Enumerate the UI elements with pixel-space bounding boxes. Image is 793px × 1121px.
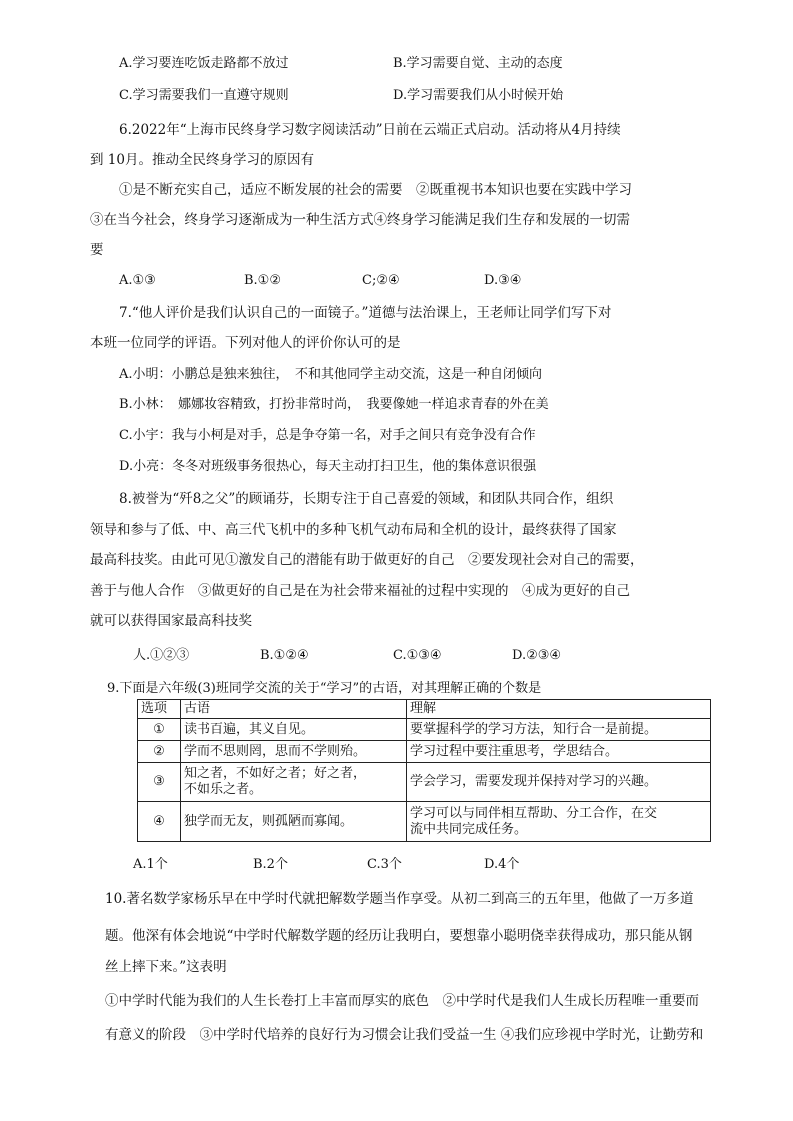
row-saying-line2: 不如乐之者。 <box>184 782 263 797</box>
q10-line2: 题。他深有体会地说“中学时代解数学题的经历让我明白，要想靠小聪明侥幸获得成功，那只能从钢 <box>105 928 693 944</box>
q8-option-a: 人.①②③ <box>133 648 190 663</box>
q5-option-d: D.学习需要我们从小时候开始 <box>393 88 564 103</box>
table-header-row <box>138 700 711 719</box>
q5-option-a: A.学习要连吃饭走路都不放过 <box>119 56 289 71</box>
table-row <box>138 763 711 802</box>
q6-item-line3: 要 <box>90 242 104 258</box>
q6-item-line1: ①是不断充实自己，适应不断发展的社会的需要 ②既重视书本知识也要在实践中学习 <box>119 182 632 198</box>
q6-item-line2: ③在当今社会，终身学习逐渐成为一种生活方式④终身学习能满足我们生存和发展的一切需 <box>90 212 630 228</box>
row-meaning-line1: 学习可以与同伴相互帮助、分工合作，在交 <box>410 805 658 821</box>
q8-option-c: C.①③④ <box>393 648 442 663</box>
q9-option-a: A.1个 <box>133 857 168 872</box>
row-number: ④ <box>138 802 181 842</box>
header-saying: 古语 <box>181 700 407 719</box>
q6-stem-line1: 6.2022年“上海市民终身学习数字阅读活动”日前在云端正式启动。活动将从4月持续 <box>119 122 621 138</box>
q9-option-b: B.2个 <box>253 857 288 872</box>
q10-line5: 有意义的阶段 ③中学时代培养的良好行为习惯会让我们受益一生 ④我们应珍视中学时光，让勤劳和 <box>105 1027 704 1043</box>
q9-option-c: C.3个 <box>367 857 402 872</box>
q8-line4: 善于与他人合作 ③做更好的自己是在为社会带来福祉的过程中实现的 ④成为更好的自己 <box>90 583 630 599</box>
row-number: ③ <box>138 763 181 802</box>
row-saying: 学而不思则罔，思而不学则殆。 <box>181 741 407 763</box>
table-row <box>138 802 711 842</box>
q8-line1: 8.被誉为“歼8之父”的顾诵芬，长期专注于自己喜爱的领域，和团队共同合作，组织 <box>119 491 614 507</box>
q5-option-c: C.学习需要我们一直遵守规则 <box>119 88 289 103</box>
row-meaning: 学会学习，需要发现并保持对学习的兴趣。 <box>407 763 711 802</box>
header-option: 选项 <box>138 700 181 719</box>
q9-stem: 9.下面是六年级(3)班同学交流的关于“学习”的古语，对其理解正确的个数是 <box>107 681 542 696</box>
table-row <box>138 719 711 741</box>
q7-option-c: C.小宇：我与小柯是对手，总是争夺第一名，对手之间只有竞争没有合作 <box>119 428 536 443</box>
q6-stem-line2: 到 10月。推动全民终身学习的原因有 <box>90 152 314 168</box>
q8-option-d: D.②③④ <box>512 648 562 663</box>
q7-stem-line2: 本班一位同学的评语。下列对他人的评价你认可的是 <box>90 335 401 351</box>
q10-line3: 丝上摔下来。”这表明 <box>105 959 227 975</box>
row-meaning-line2: 流中共同完成任务。 <box>410 821 528 837</box>
q8-line2: 领导和参与了低、中、高三代飞机中的多种飞机气动布局和全机的设计，最终获得了国家 <box>90 522 617 538</box>
header-meaning: 理解 <box>407 700 711 719</box>
row-saying: 读书百遍，其义自见。 <box>181 719 407 741</box>
q6-option-b: B.①② <box>244 273 281 288</box>
q6-option-c: C;②④ <box>362 273 400 288</box>
q9-option-d: D.4个 <box>484 857 520 872</box>
q9-table <box>137 699 711 842</box>
table-row <box>138 741 711 763</box>
q10-line4: ①中学时代能为我们的人生长卷打上丰富而厚实的底色 ②中学时代是我们人生成长历程唯一重要而 <box>105 993 699 1009</box>
q7-option-b: B.小林： 娜娜妆容精致，打扮非常时尚， 我要像她一样追求青春的外在美 <box>119 397 549 412</box>
q5-option-b: B.学习需要自觉、主动的态度 <box>393 56 563 71</box>
row-saying: 独学而无友，则孤陋而寡闻。 <box>181 802 407 842</box>
row-meaning: 学习过程中要注重思考，学思结合。 <box>407 741 711 763</box>
q7-option-d: D.小亮：冬冬对班级事务很热心，每天主动打扫卫生，他的集体意识很强 <box>119 459 537 474</box>
row-saying-line1: 知之者，不如好之者；好之者， <box>184 766 367 781</box>
q7-option-a: A.小明：小鹏总是独来独往， 不和其他同学主动交流，这是一种自闭倾向 <box>119 367 543 382</box>
row-number: ① <box>138 719 181 741</box>
q8-option-b: B.①②④ <box>260 648 309 663</box>
row-meaning: 要掌握科学的学习方法，知行合一是前提。 <box>407 719 711 741</box>
q6-option-a: A.①③ <box>119 273 156 288</box>
q8-line3: 最高科技奖。由此可见①激发自己的潜能有助于做更好的自己 ②要发现社会对自己的需要， <box>90 552 644 568</box>
q6-option-d: D.③④ <box>484 273 522 288</box>
row-meaning <box>407 802 711 842</box>
row-number: ② <box>138 741 181 763</box>
q8-line5: 就可以获得国家最高科技奖 <box>90 613 252 629</box>
q7-stem-line1: 7.“他人评价是我们认识自己的一面镜子。”道德与法治课上，王老师让同学们写下对 <box>119 305 612 321</box>
row-saying <box>181 763 407 802</box>
q10-line1: 10.著名数学家杨乐早在中学时代就把解数学题当作享受。从初二到高三的五年里，他做了一万多道 <box>105 891 694 907</box>
